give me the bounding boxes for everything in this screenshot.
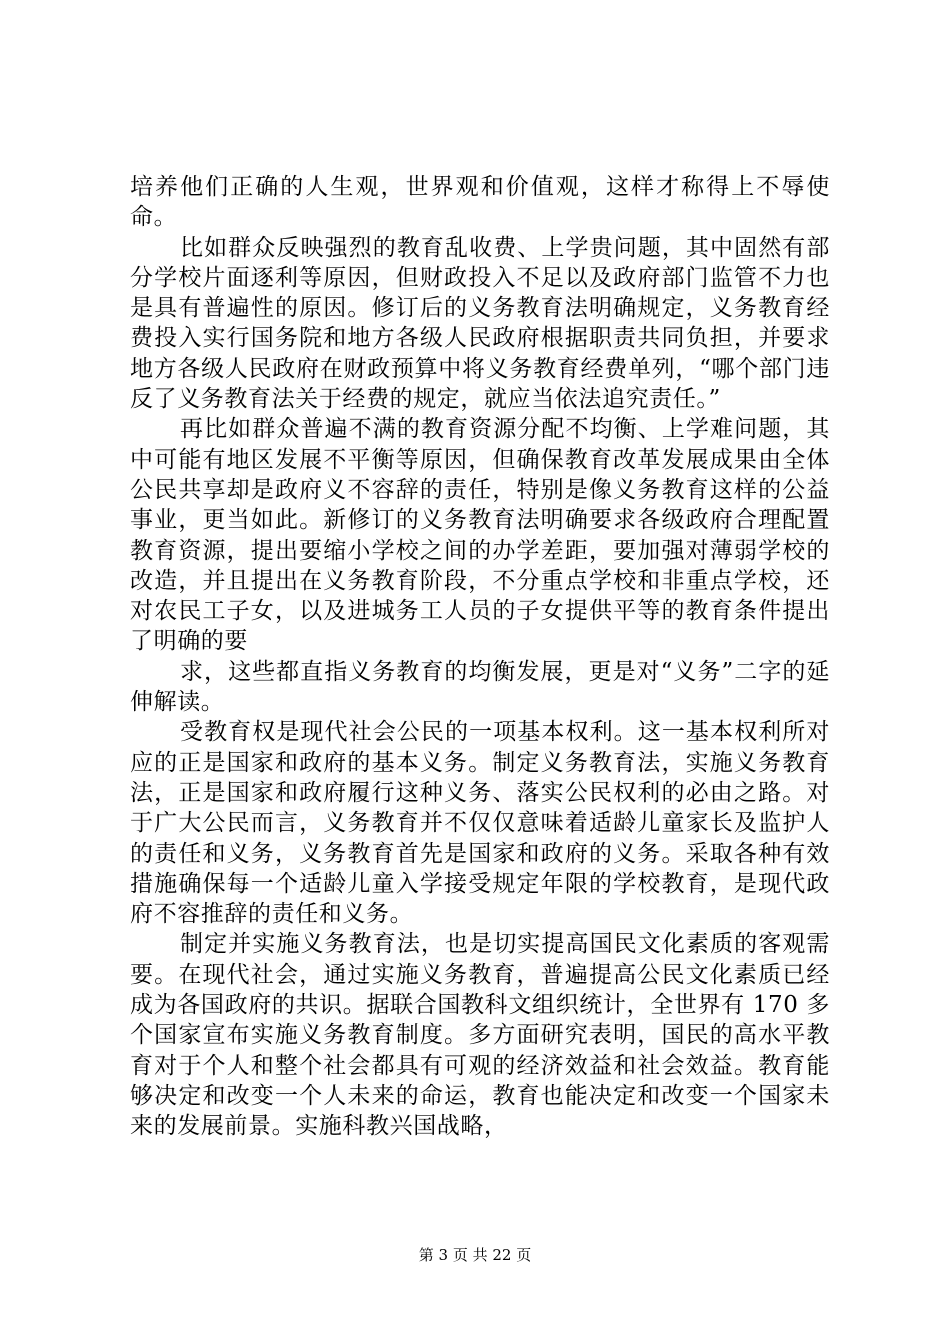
paragraph: 求，这些都直指义务教育的均衡发展，更是对“义务”二字的延伸解读。 [130,658,830,716]
paragraph: 受教育权是现代社会公民的一项基本权利。这一基本权利所对应的正是国家和政府的基本义务。制定义务教育法，实施义务教育法，正是国家和政府履行这种义务、落实公民权利的必由之路。对于广大公民而言，义务教育并不仅仅意味着适龄儿童家长及监护人的责任和义务，义务教育首先是国家和政府的义务。采取各种有效措施确保每一个适龄儿童入学接受规定年限的学校教育，是现代政府不容推辞的责任和义务。 [130,719,830,928]
paragraph: 再比如群众普遍不满的教育资源分配不均衡、上学难问题，其中可能有地区发展不平衡等原因，但确保教育改革发展成果由全体公民共享却是政府义不容辞的责任，特别是像义务教育这样的公益事业，更当如此。新修订的义务教育法明确要求各级政府合理配置教育资源，提出要缩小学校之间的办学差距，要加强对薄弱学校的改造，并且提出在义务教育阶段，不分重点学校和非重点学校，还对农民工子女，以及进城务工人员的子女提供平等的教育条件提出了明确的要 [130,416,830,655]
page-number-footer: 第 3 页 共 22 页 [418,1246,532,1264]
paragraph: 培养他们正确的人生观，世界观和价值观，这样才称得上不辱使命。 [130,174,830,231]
document-body [130,172,830,1142]
paragraph: 比如群众反映强烈的教育乱收费、上学贵问题，其中固然有部分学校片面逐利等原因，但财政投入不足以及政府部门监管不力也是具有普遍性的原因。修订后的义务教育法明确规定，义务教育经费投入实行国务院和地方各级人民政府根据职责共同负担，并要求地方各级人民政府在财政预算中将义务教育经费单列，“哪个部门违反了义务教育法关于经费的规定，就应当依法追究责任。” [130,234,830,413]
paragraph: 制定并实施义务教育法，也是切实提高国民文化素质的客观需要。在现代社会，通过实施义务教育，普遍提高公民文化素质已经成为各国政府的共识。据联合国教科文组织统计，全世界有 170 多个国家宣布实施义务教育制度。多方面研究表明，国民的高水平教育对于个人和整个社会都具有可观的经济效益和社会效益。教育能够决定和改变一个人未来的命运，教育也能决定和改变一个国家未来的发展前景。实施科教兴国战略， [130,931,830,1140]
